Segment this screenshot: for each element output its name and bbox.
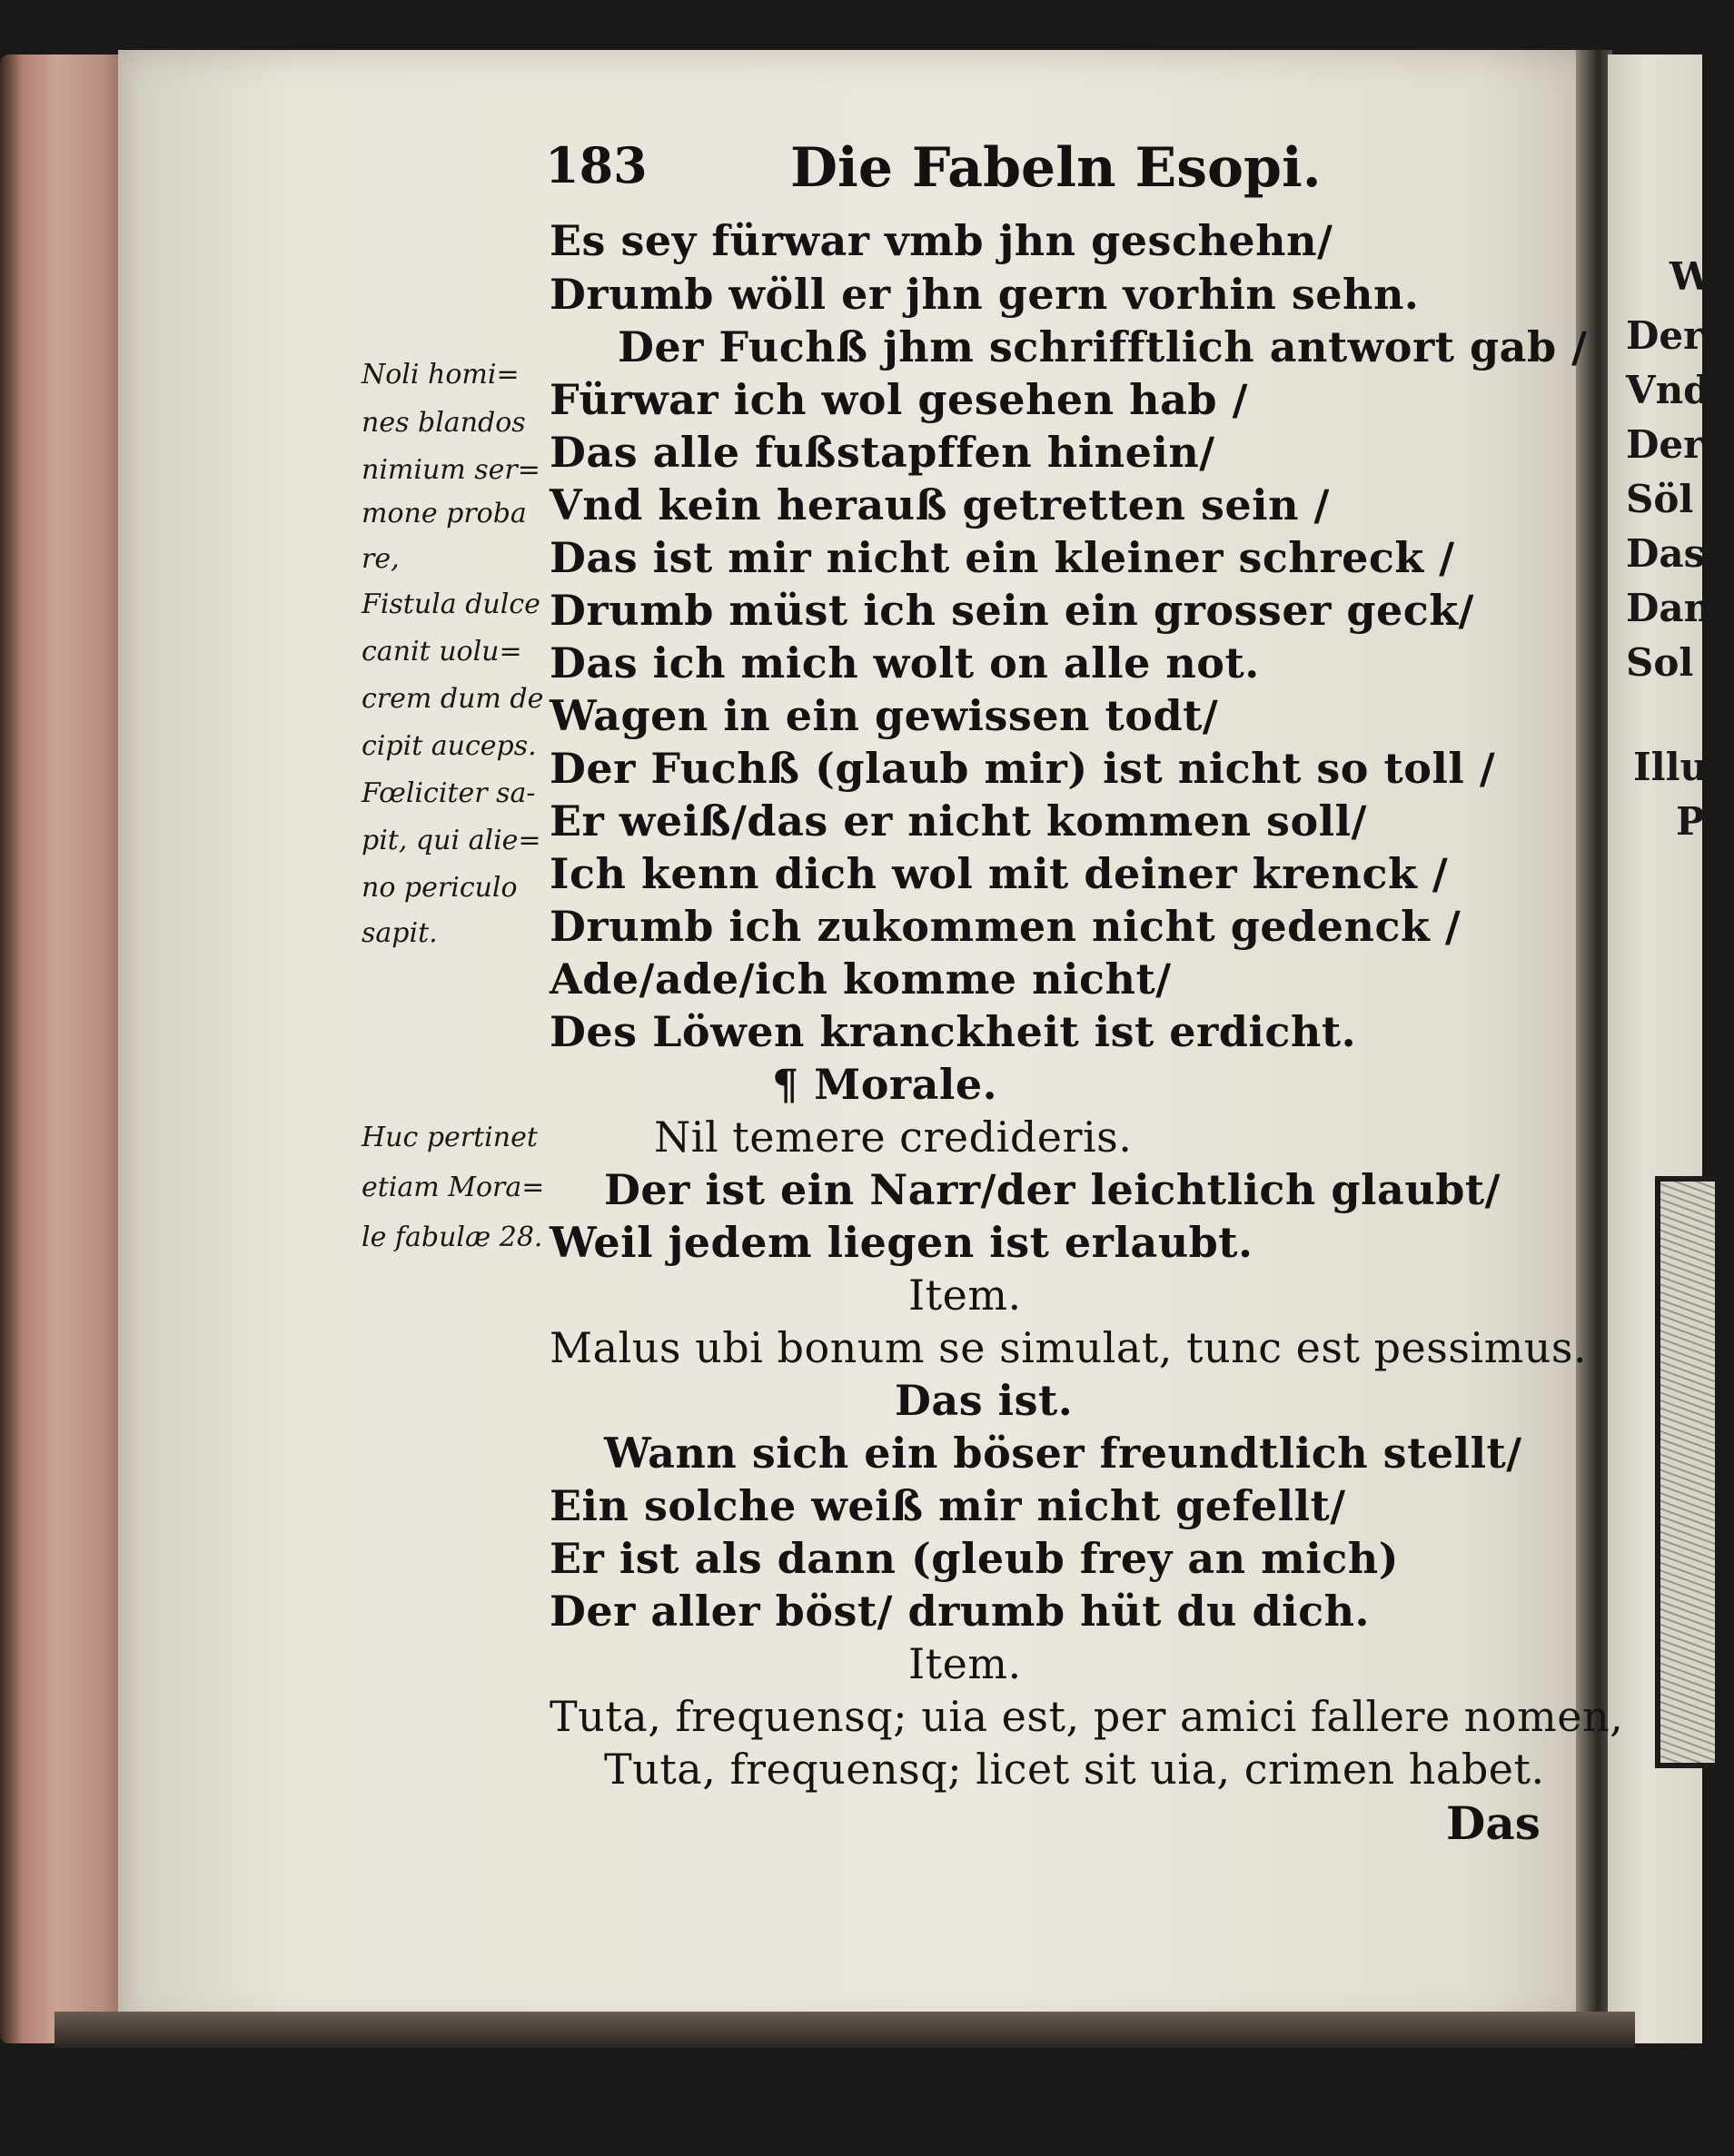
verse-line: Er weiß/das er nicht kommen soll/: [550, 796, 1367, 846]
verse-line: Tuta, frequensq; licet sit uia, crimen habet.: [604, 1745, 1545, 1794]
verse-line: Der Fuchß jhm schrifftlich antwort gab /: [618, 322, 1588, 371]
verse-line: Malus ubi bonum se simulat, tunc est pessimus.: [550, 1323, 1588, 1372]
book-bottom-edge: [54, 2012, 1635, 2048]
verse-line: Drumb müst ich sein ein grosser geck/: [550, 586, 1474, 635]
verse-line: Der aller böst/ drumb hüt du dich.: [550, 1587, 1371, 1636]
verse-line: Wann sich ein böser freundtlich stellt/: [604, 1429, 1522, 1478]
margin-note-line: Fœliciter sa-: [362, 777, 536, 809]
margin-note-line: pit, qui alie=: [362, 825, 541, 856]
verse-line: Das alle fußstapffen hinein/: [550, 428, 1215, 477]
margin-note-line: Huc pertinet: [362, 1122, 538, 1153]
verse-line: Er ist als dann (gleub frey an mich): [550, 1534, 1399, 1583]
verse-line: Des Löwen kranckheit ist erdicht.: [550, 1007, 1357, 1056]
margin-note-line: re,: [362, 543, 400, 575]
margin-note-line: nimium ser=: [362, 454, 540, 486]
verse-line: Tuta, frequensq; uia est, per amici fallere nomen,: [550, 1692, 1624, 1741]
verse-line: Fürwar ich wol gesehen hab /: [550, 375, 1248, 424]
verse-line: Das ist mir nicht ein kleiner schreck /: [550, 533, 1455, 582]
page-number: 183: [545, 136, 648, 194]
verse-line: Das ist.: [895, 1376, 1074, 1425]
margin-note-line: crem dum de: [362, 683, 544, 715]
verse-line: Weil jedem liegen ist erlaubt.: [550, 1218, 1253, 1267]
verse-line: Ich kenn dich wol mit deiner krenck /: [550, 849, 1449, 898]
facing-page-fragment: Söl: [1626, 477, 1694, 521]
facing-page-fragment: P: [1676, 799, 1705, 844]
verse-line: Drumb ich zukommen nicht gedenck /: [550, 902, 1462, 951]
margin-note-line: le fabulæ 28.: [362, 1221, 543, 1253]
margin-note-line: mone proba: [362, 498, 527, 529]
verse-line: Ade/ade/ich komme nicht/: [550, 954, 1172, 1004]
margin-note-line: sapit.: [362, 917, 438, 949]
catchword: Das: [1446, 1796, 1541, 1850]
margin-note-line: Fistula dulce: [362, 588, 540, 620]
facing-page-fragment: Vnd: [1626, 368, 1710, 412]
facing-page-fragment: Illud: [1633, 745, 1734, 789]
verse-line: Der ist ein Narr/der leichtlich glaubt/: [604, 1165, 1501, 1214]
margin-note-line: Noli homi=: [362, 359, 520, 391]
facing-page-fragment: Der: [1626, 313, 1704, 358]
facing-page-fragment: Sol: [1626, 640, 1694, 685]
facing-page-fragment: W: [1670, 254, 1713, 299]
facing-page-woodcut: [1655, 1176, 1715, 1768]
section-heading: ¶ Morale.: [772, 1060, 998, 1109]
verse-line: Item.: [908, 1639, 1022, 1688]
book-fore-edge: [0, 54, 127, 2043]
facing-page-fragment: Das: [1626, 531, 1706, 576]
verse-line: Wagen in ein gewissen todt/: [550, 691, 1219, 740]
margin-note-line: no periculo: [362, 872, 518, 904]
margin-note-line: cipit auceps.: [362, 730, 537, 762]
margin-note-line: etiam Mora=: [362, 1172, 545, 1203]
verse-line: Es sey fürwar vmb jhn geschehn/: [550, 216, 1333, 265]
margin-note-line: canit uolu=: [362, 636, 522, 668]
margin-note-line: nes blandos: [362, 407, 526, 439]
verse-line: Ein solche weiß mir nicht gefellt/: [550, 1481, 1346, 1530]
verse-line: Vnd kein herauß getretten sein /: [550, 480, 1330, 529]
verse-line: Item.: [908, 1271, 1022, 1320]
verse-line: Drumb wöll er jhn gern vorhin sehn.: [550, 270, 1420, 319]
verse-line: Nil temere credideris.: [654, 1113, 1133, 1162]
running-title: Die Fabeln Esopi.: [790, 136, 1322, 200]
verse-line: Der Fuchß (glaub mir) ist nicht so toll /: [550, 744, 1496, 793]
facing-page-fragment: Dan: [1626, 586, 1712, 630]
verse-line: Das ich mich wolt on alle not.: [550, 638, 1260, 687]
facing-page-fragment: Der: [1626, 422, 1704, 467]
